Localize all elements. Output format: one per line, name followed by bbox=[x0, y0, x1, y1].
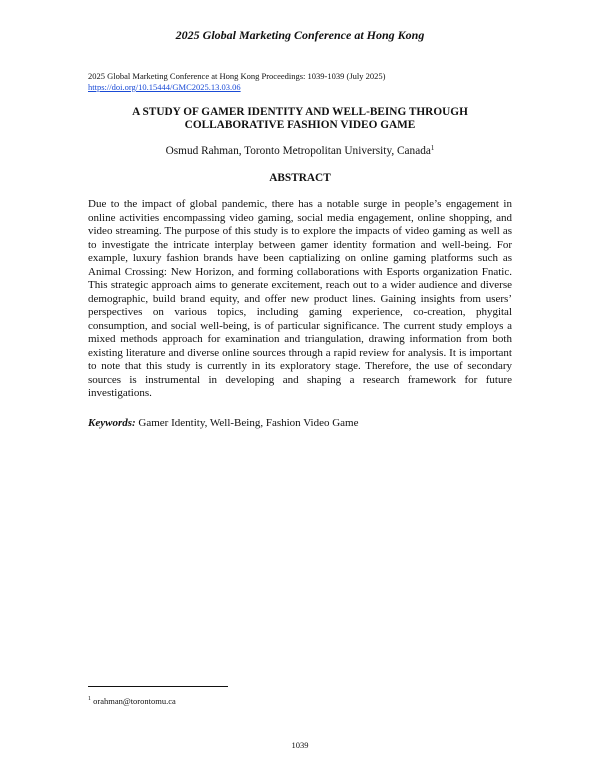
keywords-text: Gamer Identity, Well-Being, Fashion Video Game bbox=[135, 417, 359, 429]
citation-line: 2025 Global Marketing Conference at Hong Kong Proceedings: 1039-1039 (July 2025) bbox=[88, 71, 386, 81]
author-footnote-mark: 1 bbox=[430, 144, 435, 152]
keywords-label: Keywords: bbox=[88, 417, 136, 429]
abstract-heading: ABSTRACT bbox=[269, 172, 331, 184]
doi-link[interactable]: https://doi.org/10.15444/GMC2025.13.03.06 bbox=[88, 82, 241, 92]
citation-block bbox=[88, 71, 385, 93]
footnote-divider bbox=[88, 686, 228, 687]
footnote-mark: 1 bbox=[88, 696, 91, 702]
title-line-1: A STUDY OF GAMER IDENTITY AND WELL-BEING THROUGH bbox=[132, 106, 468, 118]
running-header: 2025 Global Marketing Conference at Hong Kong bbox=[175, 28, 425, 42]
footnote-email: orahman@torontomu.ca bbox=[91, 696, 176, 706]
author-line bbox=[88, 145, 512, 157]
paper-title bbox=[88, 106, 512, 132]
page-number: 1039 bbox=[291, 740, 309, 750]
abstract-body: Due to the impact of global pandemic, there has a notable surge in people’s engagement in online activities encompassing video gaming, social media engagement, online shopping, and video streaming. The purpose of this study is to explore the impacts of video gaming as well as to investigate the intricate interplay between gamer identity formation and well-being. For example, luxury fashion brands have been captializing on online gaming platforms such as Animal Crossing: New Horizon, and forming collaborations with Esports organization Fnatic. This strategic approach aims to generate excitement, reach out to a wider audience and diverse demographic, build brand equity, and offer new product lines. Gaining insights from users’ perspectives on various topics, including gaming experience, co-creation, phygital consumption, and social well-being, is of particular significance. The current study employs a mixed methods approach for examination and triangulation, drawing information from both existing literature and diverse online sources through a rapid review for analysis. It is important to note that this study is currently in its exploratory stage. Therefore, the use of secondary sources is instrumental in developing and shaping a research framework for future investigations. bbox=[88, 198, 512, 399]
author-text: Osmud Rahman, Toronto Metropolitan University, Canada bbox=[165, 145, 431, 157]
keywords-line bbox=[88, 417, 512, 429]
title-line-2: COLLABORATIVE FASHION VIDEO GAME bbox=[184, 119, 416, 131]
footnote bbox=[88, 696, 176, 706]
